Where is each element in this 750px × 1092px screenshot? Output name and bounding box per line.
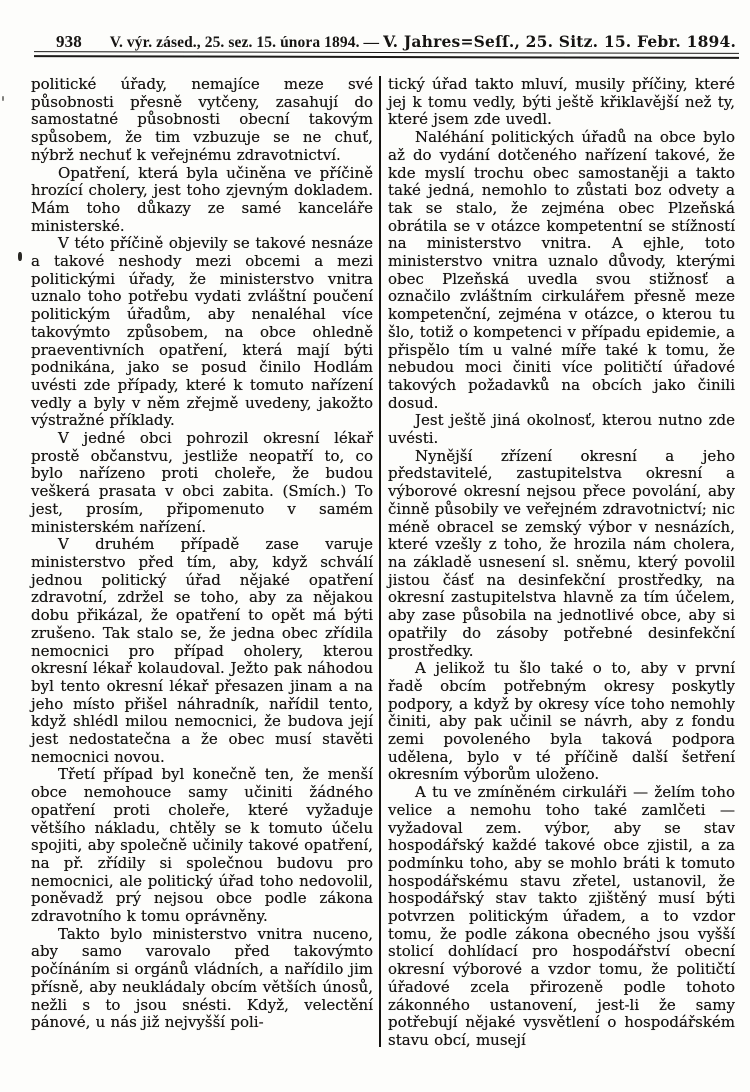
header-separator: — xyxy=(363,34,380,51)
column-divider xyxy=(379,76,381,1047)
paragraph: A jelikož tu šlo také o to, aby v první řadě obcím potřebným okresy poskytly podpory, a když by okresy více toho nemohly činiti, aby pak učinil se návrh, aby z fondu zemi povoleného byla taková podpora udělena, bylo v té příčině další šetření okresním výborům uloženo. xyxy=(388,659,735,784)
ink-speck xyxy=(18,252,22,261)
paragraph: tický úřad takto mluví, musily příčiny, které jej k tomu vedly, býti ještě křiklavější než ty, které jsem zde uvedl. xyxy=(388,75,735,129)
header-title-german: V. Jahres=Seſſ., 25. Sitz. 15. Febr. 1894. xyxy=(383,32,737,51)
ink-speck xyxy=(2,96,4,101)
paragraph: politické úřady, nemajíce meze své působnosti přesně vytčeny, zasahují do samostatné působnosti obecní takovým spůsobem, že tim vzbuzuje se ne chuť, nýbrž nechuť k veřejnému zdravotnictví. xyxy=(31,75,373,164)
page-number: 938 xyxy=(56,32,82,51)
header-title xyxy=(108,32,738,52)
paragraph: Naléhání politických úřadů na obce bylo až do vydání dotčeného nařízení takové, že kde myslí trochu obec samostaněji a takto také jedná, nemohlo to zůstati boz odvety a tak se stalo, že zejména obec Plzeňská obrátila se v otázce kompetentní se stížností na ministerstvo vnitra. A ejhle, toto ministerstvo vnitra uznalo důvody, kterými obec Plzeňská uvedla svou stižnosť a označilo zvláštním cirkulářem přesně meze kompetenční, zejména v otázce, o kterou tu šlo, totiž o kompetenci v případu epidemie, a přispělo tím u valné míře také k tomu, že nebudou moci činiti více političtí úřadové takových požadavků na obcích jako činili dosud. xyxy=(388,128,735,412)
paragraph: Třetí případ byl konečně ten, že menší obce nemohouce samy učiniti žádného opatření proti choleře, které vyžaduje většího nákladu, chtěly se k tomuto účelu spojiti, aby společně učinily takové opatření, na př. zřídily si společnou budovu pro nemocnici, ale politický úřad toho nedovolil, poněvadž prý nejsou obce podle zákona zdravotního k tomu oprávněny. xyxy=(31,765,373,926)
paragraph: V jedné obci pohrozil okresní lékař prostě občanstvu, jestliže neopatří to, co bylo nařízeno proti choleře, že budou veškerá prasata v obci zabita. (Smích.) To jest, prosím, připomenuto v samém ministerském nařízení. xyxy=(31,429,373,536)
paragraph: A tu ve zmíněném cirkuláři — želím toho velice a nemohu toho také zamlčeti — vyžadoval zem. výbor, aby se stav hospodářský každé takové obce zjistil, a za podmínku toho, aby se mohlo bráti k tomuto hospodářskému stavu zřetel, ustanovil, že hospodářský stav takto zjištěný musí býti potvrzen politickým úřadem, a to vzdor tomu, že podle zákona obecného jsou vyšší stolicí dohlídací pro hospodářství obecní okresní výborové a vzdor tomu, že političtí úřadové zcela přirozeně podle tohoto zákonného ustanovení, jest-li že samy potřebují nějaké vysvětlení o hospodářském stavu obcí, musejí xyxy=(388,783,735,1049)
left-column xyxy=(31,76,373,1032)
page-header xyxy=(56,32,738,52)
paragraph: Nynější zřízení okresní a jeho představitelé, zastupitelstva okresní a výborové okresní nejsou přece povolání, aby činně působily ve veřejném zdravotnictví; nic méně obracel se zemský výbor v nesnázích, které vzešly z toho, že hrozila nám cholera, na základě usnesení sl. sněmu, který povolil jistou čásť na desinfekční prostředky, na okresní zastupitelstva hlavně za tím účelem, aby zase působila na jednotlivé obce, aby si opatřily do zásoby potřebné desinfekční prostředky. xyxy=(388,446,735,660)
header-title-czech: V. výr. zásed., 25. sez. 15. února 1894. xyxy=(109,34,360,51)
paragraph: Takto bylo ministerstvo vnitra nuceno, aby samo varovalo před takovýmto počínáním si orgánů vládních, a nařídilo jim přísně, aby neukládaly obcím větších únosů, nežli s to jsou snésti. Když, velectění pánové, u nás již nejvyšší poli- xyxy=(31,924,373,1032)
right-column xyxy=(388,76,735,1050)
paragraph: Jest ještě jiná okolnosť, kterou nutno zde uvésti. xyxy=(388,411,735,448)
paragraph: Opatření, která byla učiněna ve příčině hrozící cholery, jest toho zjevným dokladem. Mám toho důkazy ze samé kanceláře ministerské. xyxy=(31,163,373,235)
header-rule-bottom xyxy=(34,55,739,59)
paragraph: V této příčině objevily se takové nesnáze a takové neshody mezi obcemi a mezi politickými úřady, že ministerstvo vnitra uznalo toho potřebu vydati zvláštní poučení politickým úřadům, aby nenaléhal více takovýmto způsobem, na obce ohledně praeventivních opatření, která mají býti podnikána, jako se posud činilo Hodlám uvésti zde případy, které k tomuto nařízení vedly a byly v něm zřejmě uvedeny, jakožto výstražné příklady. xyxy=(31,234,373,430)
paragraph: V druhém případě zase varuje ministerstvo před tím, aby, když schválí jednou politický úřad nějaké opatření zdravotní, zdržel se toho, aby za nějakou dobu přikázal, že opatření to opět má býti zrušeno. Tak stalo se, že jedna obec zřídila nemocnici pro případ oholery, kterou okresní lékař kolaudoval. Ježto pak náhodou byl tento okresní lékař přesazen jinam a na jeho místo přišel náhradník, nařídil tento, když shlédl milou nemocnici, že budova její jest nedostatečna a že obec musí stavěti nemocnici novou. xyxy=(31,535,373,766)
